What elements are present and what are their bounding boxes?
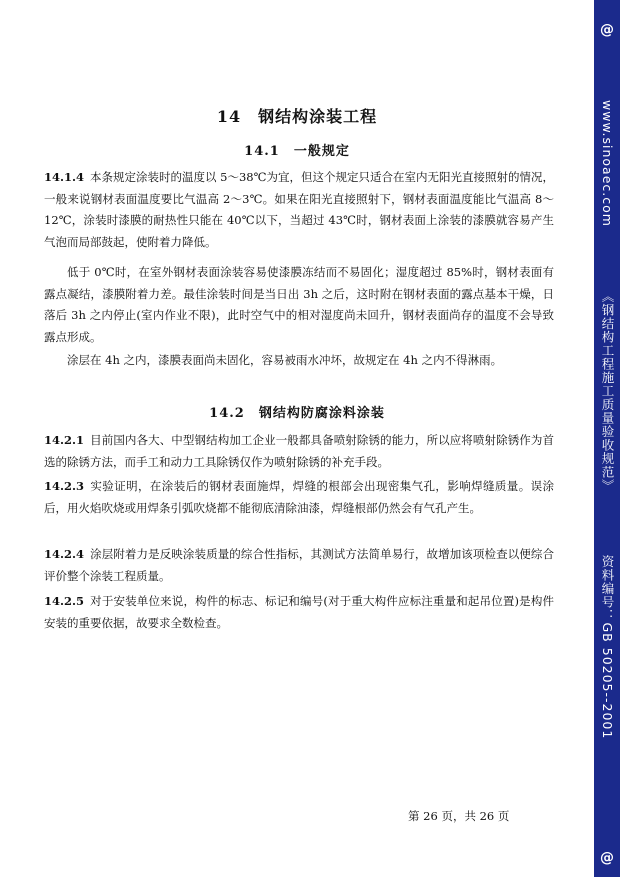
at-icon: @ [600, 22, 614, 38]
chapter-title: 14 钢结构涂装工程 [216, 107, 378, 126]
at-icon: @ [600, 850, 614, 866]
sidebar-banner [594, 0, 620, 877]
sidebar-book-title: 《钢结构工程施工质量验收规范》 [600, 290, 615, 493]
clause-text: 本条规定涂装时的温度以 5～38℃为宜，但这个规定只适合在室内无阳光直接照射的情况，一般来说钢材表面温度要比气温高 2～3℃。如果在阳光直接照射下，钢材表面温度能比气温高 8～12℃，涂装时漆膜的耐热性只能在 40℃以下，当超过 43℃时，钢材表面上涂装的漆膜就容易产生气泡而局部鼓起，使附着力降低。 [44, 170, 554, 249]
clause-text: 对于安装单位来说，构件的标志、标记和编号(对于重大构件应标注重量和起吊位置)是构件安装的重要依据，故要求全数检查。 [44, 594, 554, 630]
sidebar-doc-code: 资料编号：GB 50205--2001 [600, 555, 615, 740]
section-title-14-2: 14.2 钢结构防腐涂料涂装 [209, 406, 385, 421]
page-number: 第 26 页，共 26 页 [408, 809, 510, 823]
clause-14-2-3 [44, 476, 554, 519]
clause-number: 14.2.1 [44, 433, 85, 447]
clause-number: 14.2.4 [44, 547, 85, 561]
sidebar-url: www.sinoaec.com [600, 100, 615, 227]
clause-text: 目前国内各大、中型钢结构加工企业一般都具备喷射除锈的能力，所以应将喷射除锈作为首选的除锈方法，而手工和动力工具除锈仅作为喷射除锈的补充手段。 [44, 433, 554, 469]
clause-number: 14.1.4 [44, 170, 85, 184]
paragraph-low-temperature: 低于 0℃时，在室外钢材表面涂装容易使漆膜冻结而不易固化；湿度超过 85%时，钢材表面有露点凝结，漆膜附着力差。最佳涂装时间是当日出 3h 之后，这时附在钢材表面的露点基本干燥，日落后 3h 之内停止(室内作业不限)，此时空气中的相对湿度尚未回升，钢材表面尚存的温度不会导致露点形成。 [44, 265, 554, 344]
clause-14-1-4 [44, 167, 554, 253]
clause-number: 14.2.3 [44, 479, 85, 493]
clause-14-2-5 [44, 591, 554, 634]
clause-14-2-4 [44, 544, 554, 587]
clause-text: 实验证明，在涂装后的钢材表面施焊，焊缝的根部会出现密集气孔，影响焊缝质量。误涂后，用火焰吹烧或用焊条引弧吹烧都不能彻底清除油漆，焊缝根部仍然会有气孔产生。 [44, 479, 554, 515]
section-title-14-1: 14.1 一般规定 [244, 144, 350, 159]
clause-14-2-1 [44, 430, 554, 473]
clause-text: 涂层附着力是反映涂装质量的综合性指标，其测试方法简单易行，故增加该项检查以便综合评价整个涂装工程质量。 [44, 547, 554, 583]
paragraph-rain: 涂层在 4h 之内，漆膜表面尚未固化，容易被雨水冲坏，故规定在 4h 之内不得淋雨。 [67, 353, 503, 367]
clause-number: 14.2.5 [44, 594, 85, 608]
